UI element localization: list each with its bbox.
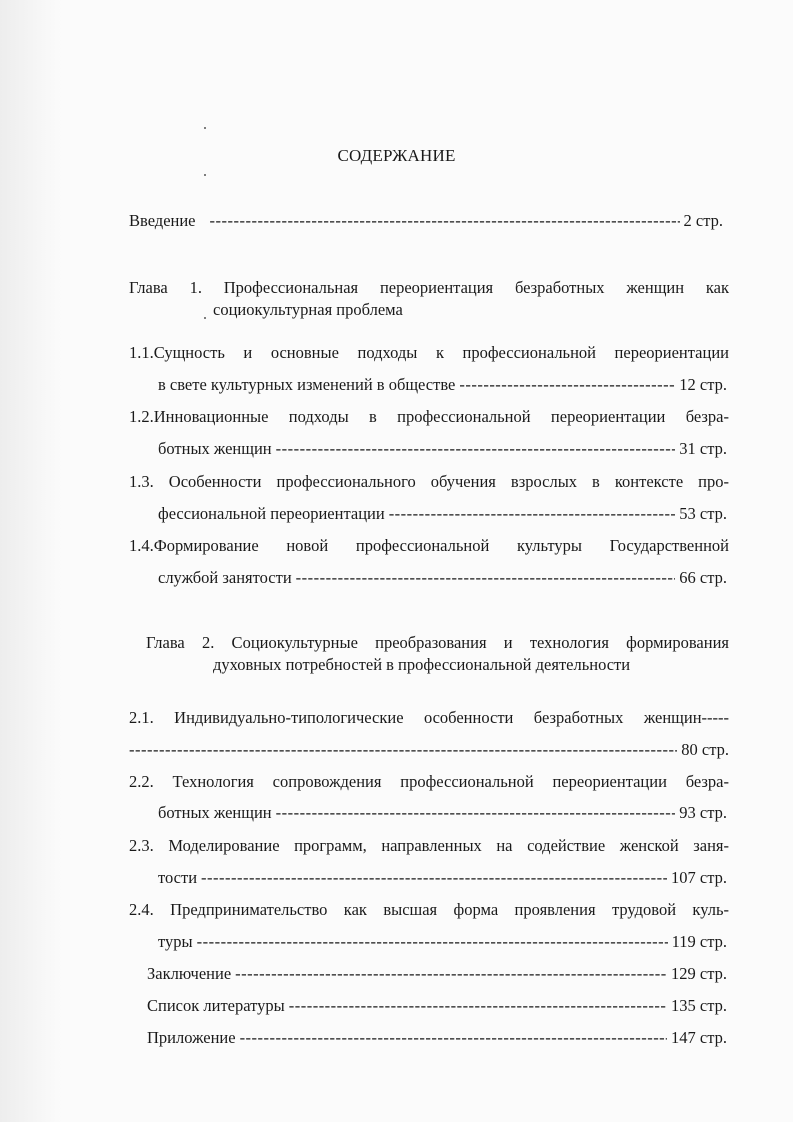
- leader-dots: [240, 1028, 667, 1048]
- toc-entry-page: 119 стр.: [671, 932, 727, 951]
- toc-entry-page: 12 стр.: [679, 375, 727, 394]
- toc-entry-label: туры: [158, 932, 193, 951]
- leader-dots: [129, 740, 677, 760]
- chapter-2-heading-cont: духовных потребностей в профессиональной деятельности: [213, 655, 631, 674]
- toc-entry-label: ботных женщин: [158, 439, 272, 458]
- toc-entry-label: Введение: [129, 211, 196, 230]
- leader-dots: [197, 932, 668, 952]
- toc-entry-conclusion: [147, 964, 727, 984]
- toc-entry-page: 2 стр.: [683, 211, 723, 230]
- chapter-1-heading: Глава 1. Профессиональная переориентация безработных женщин как: [129, 278, 729, 297]
- leader-dots: [235, 964, 667, 984]
- toc-entry-2-4: 2.4. Предпринимательство как высшая форма проявления трудовой куль-: [129, 900, 729, 919]
- leader-dots: [389, 504, 676, 524]
- toc-entry-page: 31 стр.: [679, 439, 727, 458]
- scan-shadow: [0, 0, 62, 1122]
- toc-entry-2-2-cont: [158, 803, 727, 823]
- toc-entry-1-4-cont: [158, 568, 727, 588]
- toc-entry-bibliography: [147, 996, 727, 1016]
- chapter-1-heading-cont: социокультурная проблема: [213, 300, 403, 319]
- toc-entry-1-2-cont: [158, 439, 727, 459]
- scan-speck: [204, 174, 206, 176]
- toc-entry-2-3: 2.3. Моделирование программ, направленных на содействие женской заня-: [129, 836, 729, 855]
- toc-entry-page: 66 стр.: [679, 568, 727, 587]
- toc-entry-2-2: 2.2. Технология сопровождения профессиональной переориентации безра-: [129, 772, 729, 791]
- toc-entry-page: 107 стр.: [671, 868, 727, 887]
- toc-title: СОДЕРЖАНИЕ: [337, 146, 456, 165]
- toc-entry-page: 129 стр.: [671, 964, 727, 983]
- toc-entry-label: Приложение: [147, 1028, 236, 1047]
- toc-entry-page: 80 стр.: [681, 740, 729, 759]
- toc-entry-page: 147 стр.: [671, 1028, 727, 1047]
- toc-entry-label: ботных женщин: [158, 803, 272, 822]
- toc-entry-label: Список литературы: [147, 996, 285, 1015]
- leader-dots: [459, 375, 675, 395]
- toc-entry-intro: [129, 211, 723, 231]
- toc-entry-1-3: 1.3. Особенности профессионального обучения взрослых в контексте про-: [129, 472, 729, 491]
- toc-entry-appendix: [147, 1028, 727, 1048]
- toc-entry-2-1-cont: [129, 740, 729, 760]
- scan-speck: [204, 317, 206, 319]
- toc-entry-2-4-cont: [158, 932, 727, 952]
- toc-entry-label: тости: [158, 868, 198, 887]
- toc-entry-page: 135 стр.: [671, 996, 727, 1015]
- toc-entry-1-2: 1.2.Инновационные подходы в профессиональной переориентации безра-: [129, 407, 729, 426]
- toc-entry-label: фессиональной переориентации: [158, 504, 385, 523]
- leader-dots: [201, 868, 667, 888]
- toc-entry-1-1: 1.1.Сущность и основные подходы к профессиональной переориентации: [129, 343, 729, 362]
- leader-dots: [276, 803, 676, 823]
- toc-entry-page: 93 стр.: [679, 803, 727, 822]
- leader-dots: [289, 996, 667, 1016]
- leader-dots: [296, 568, 676, 588]
- leader-dots: [276, 439, 676, 459]
- toc-entry-label: в свете культурных изменений в обществе: [158, 375, 456, 394]
- scan-speck: [204, 127, 206, 129]
- chapter-2-heading: Глава 2. Социокультурные преобразования и технология формирования: [146, 633, 729, 652]
- toc-entry-label: Заключение: [147, 964, 232, 983]
- toc-entry-2-1: 2.1. Индивидуально-типологические особенности безработных женщин-----: [129, 708, 729, 727]
- toc-entry-2-3-cont: [158, 868, 727, 888]
- toc-entry-page: 53 стр.: [679, 504, 727, 523]
- toc-entry-1-4: 1.4.Формирование новой профессиональной культуры Государственной: [129, 536, 729, 555]
- toc-entry-1-1-cont: [158, 375, 727, 395]
- leader-dots: [210, 211, 680, 231]
- toc-entry-1-3-cont: [158, 504, 727, 524]
- toc-entry-label: службой занятости: [158, 568, 292, 587]
